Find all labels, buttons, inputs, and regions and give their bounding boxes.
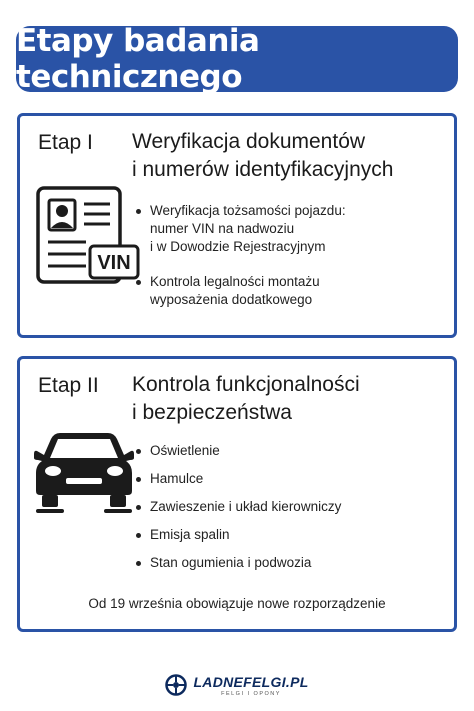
brand-tagline: FELGI I OPONY — [221, 690, 281, 697]
list-item — [134, 498, 444, 516]
list-item-line: Oświetlenie — [150, 443, 220, 458]
wheel-logo-icon — [165, 674, 187, 696]
stage-1-title — [132, 128, 393, 184]
stage-2-card — [17, 356, 457, 632]
brand-logo — [0, 670, 474, 700]
list-item — [134, 202, 444, 256]
regulation-note: Od 19 września obowiązuje nowe rozporządzenie — [88, 596, 386, 611]
stage-2-title — [132, 371, 360, 427]
list-item-line: Stan ogumienia i podwozia — [150, 555, 312, 570]
list-item — [134, 273, 444, 309]
list-item-line: i w Dowodzie Rejestracyjnym — [150, 239, 326, 254]
brand-name: LADNEFELGI.PL — [193, 673, 309, 690]
list-item-line: Emisja spalin — [150, 527, 230, 542]
vin-label: VIN — [97, 252, 131, 274]
list-item — [134, 526, 444, 544]
stage-1-title-line: i numerów identyfikacyjnych — [132, 158, 394, 181]
list-item-line: wyposażenia dodatkowego — [150, 292, 313, 307]
stage-2-label: Etap II — [38, 374, 99, 397]
list-item — [134, 470, 444, 488]
list-item-line: Kontrola legalności montażu — [150, 274, 320, 289]
title-banner — [16, 23, 458, 95]
page-title: Etapy badania technicznego — [16, 23, 260, 95]
list-item-line: Zawieszenie i układ kierowniczy — [150, 499, 342, 514]
stage-1-list — [134, 202, 444, 326]
stage-1-title-line: Weryfikacja dokumentów — [132, 130, 366, 153]
brand-text — [193, 674, 308, 697]
list-item-line: Hamulce — [150, 471, 204, 486]
stage-2-title-line: i bezpieczeństwa — [132, 401, 292, 424]
car-front-icon — [34, 425, 134, 515]
list-item — [134, 442, 444, 460]
list-item — [134, 554, 444, 572]
stage-1-card — [17, 113, 457, 338]
stage-2-title-line: Kontrola funkcjonalności — [132, 373, 360, 396]
stage-2-list — [134, 442, 444, 582]
stage-1-label: Etap I — [38, 131, 93, 154]
list-item-line: numer VIN na nadwoziu — [150, 221, 295, 236]
document-id-icon — [36, 186, 142, 286]
list-item-line: Weryfikacja tożsamości pojazdu: — [150, 203, 346, 218]
